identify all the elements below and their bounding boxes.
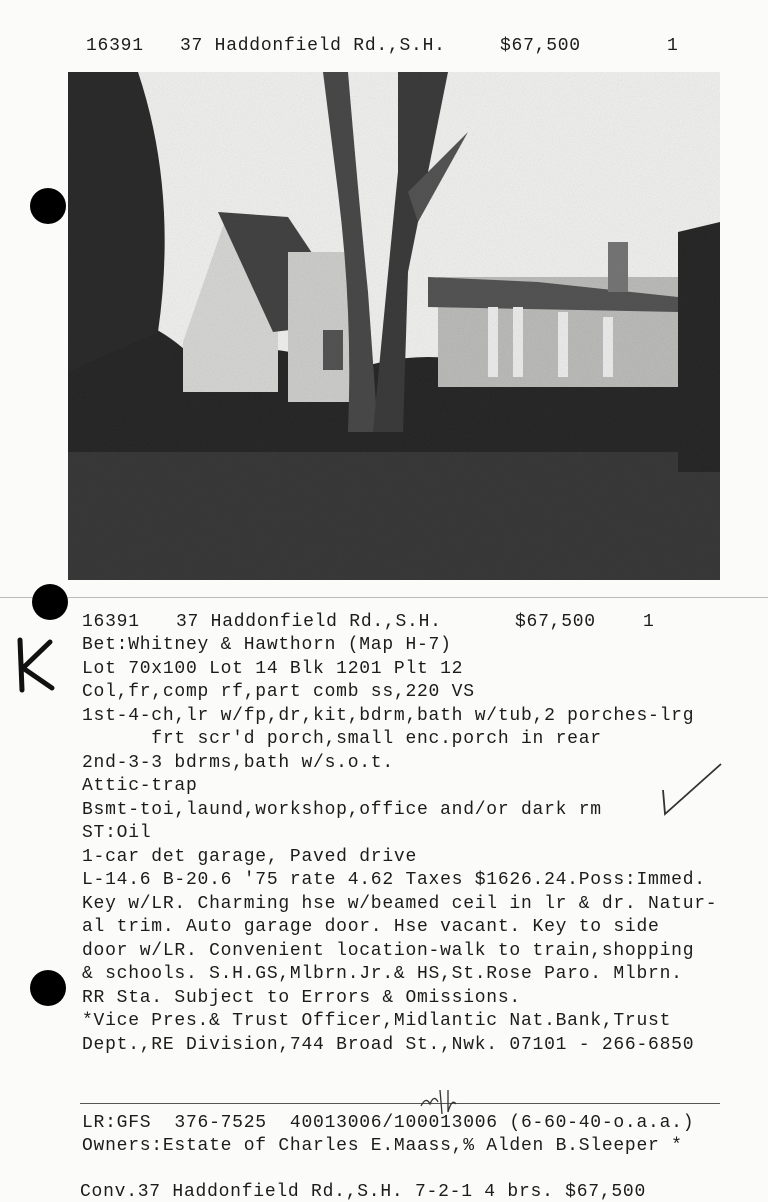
detail-line: Bsmt-toi,laund,workshop,office and/or dark rm — [82, 799, 602, 820]
punch-hole — [30, 970, 66, 1006]
detail-line: Dept.,RE Division,744 Broad St.,Nwk. 07101 - 266-6850 — [82, 1034, 695, 1055]
detail-line: 2nd-3-3 bdrms,bath w/s.o.t. — [82, 752, 394, 773]
handwritten-initials — [418, 1088, 458, 1116]
price: $67,500 — [515, 612, 596, 632]
conv-line: Conv.37 Haddonfield Rd.,S.H. 7-2-1 4 brs. $67,500 — [80, 1182, 647, 1202]
divider — [80, 1103, 720, 1104]
listing-id: 16391 — [86, 36, 144, 56]
address: 37 Haddonfield Rd.,S.H. — [180, 36, 446, 56]
handwritten-k-mark — [12, 636, 56, 694]
detail-line: & schools. S.H.GS,Mlbrn.Jr.& HS,St.Rose Paro. Mlbrn. — [82, 964, 683, 984]
detail-line: frt scr'd porch,small enc.porch in rear — [82, 729, 602, 749]
detail-line: *Vice Pres.& Trust Officer,Midlantic Nat.Bank,Trust — [82, 1011, 672, 1031]
lr-line: LR:GFS 376-7525 40013006/100013006 (6-60-40-o.a.a.) — [82, 1113, 695, 1133]
detail-line: RR Sta. Subject to Errors & Omissions. — [82, 987, 521, 1008]
page-number: 1 — [667, 36, 679, 56]
handwritten-checkmark — [655, 760, 725, 818]
detail-line: L-14.6 B-20.6 '75 rate 4.62 Taxes $1626.24.Poss:Immed. — [82, 870, 706, 890]
fold-line — [0, 597, 768, 598]
detail-line: 1st-4-ch,lr w/fp,dr,kit,bdrm,bath w/tub,2 porches-lrg — [82, 705, 695, 726]
address: 37 Haddonfield Rd.,S.H. — [176, 612, 442, 632]
owners-line: Owners:Estate of Charles E.Maass,% Alden B.Sleeper * — [82, 1136, 683, 1156]
detail-line: Attic-trap — [82, 776, 198, 796]
detail-line: Bet:Whitney & Hawthorn (Map H-7) — [82, 635, 452, 655]
detail-line: Lot 70x100 Lot 14 Blk 1201 Plt 12 — [82, 658, 464, 679]
detail-line: ST:Oil — [82, 823, 152, 843]
detail-line: al trim. Auto garage door. Hse vacant. Key to side — [82, 917, 660, 937]
house-photo — [68, 72, 720, 580]
page-number: 1 — [643, 612, 655, 632]
punch-hole — [32, 584, 68, 620]
listing-id: 16391 — [82, 612, 140, 632]
detail-line: 1-car det garage, Paved drive — [82, 846, 418, 867]
price: $67,500 — [500, 36, 581, 56]
detail-line: Col,fr,comp rf,part comb ss,220 VS — [82, 682, 475, 702]
punch-hole — [30, 188, 66, 224]
detail-line: Key w/LR. Charming hse w/beamed ceil in lr & dr. Natur- — [82, 893, 718, 914]
detail-line: door w/LR. Convenient location-walk to train,shopping — [82, 940, 695, 961]
